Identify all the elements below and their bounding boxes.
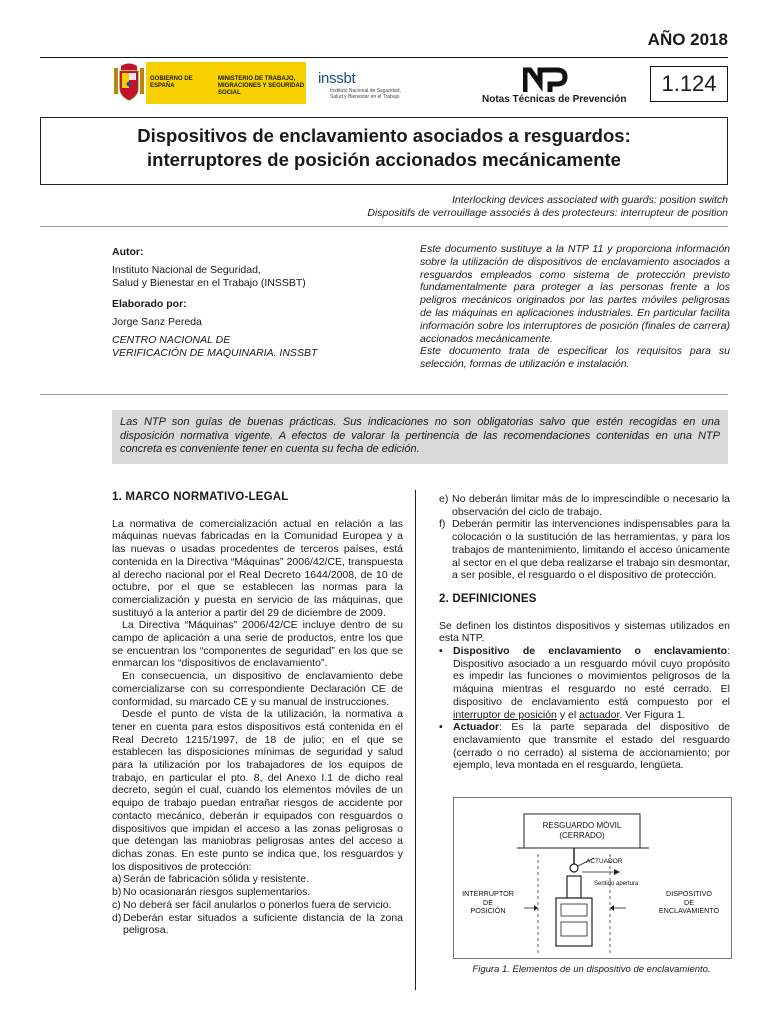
document-title — [40, 124, 728, 172]
column-left — [112, 491, 403, 937]
list-item: a) Serán de fabricación sólida y resistente. — [112, 873, 310, 886]
elaborated-label: Elaborado por: — [112, 298, 187, 310]
government-label: GOBIERNO DE ESPAÑA — [150, 76, 193, 89]
list-item: f) Deberán permitir las intervenciones indispensables para la colocación o la sustitución de las herramientas, y para los trabajos de mantenimiento, limitando el acceso únicamente al sector en el que deba realizarse el trabajo sin desmontar, a ser posible, el resguardo o el dispositivo de protección. — [439, 518, 730, 582]
ntp-number: 1.124 — [650, 66, 728, 102]
coat-of-arms-icon — [112, 62, 146, 104]
inssbt-logo: inssbt — [318, 70, 356, 87]
np-logo — [523, 66, 569, 94]
link-actuador[interactable]: actuador — [579, 708, 620, 721]
author-line-2: Salud y Bienestar en el Trabajo (INSSBT) — [112, 277, 306, 289]
np-logo-text: NP — [523, 66, 525, 67]
section-1-p1: La normativa de comercialización actual en relación a las máquinas nuevas fabricadas en la Comunidad Europea y a las nuevas o usadas procedentes de terceros países, está contenida en la Directiva “Máquinas” 2006/42/CE, transpuesta al derecho nacional por el Real Decreto 1644/2008, de 10 de octubre, por el que se establecen las normas para la comercialización y puesta en servicio de las máquinas, que sustituyó a la anterior a partir del 29 de diciembre de 2009. — [112, 517, 403, 619]
section-1-p4: Desde el punto de vista de la utilización, la normativa a tener en cuenta para estos dispositivos está contenida en el Real Decreto 1215/1997, de 18 de julio; en el que se establecen las disposiciones mínimas de seguridad y salud para la utilización por los trabajadores de los equipos de trabajo, en particular el pto. 8, del Anexo I.1 de dicho real decreto, según el cual, cuando los elementos móviles de un equipo de trabajo puedan entrañar riesgos de accidente por contacto mecánico, deberán ir equipados con resguardos o dispositivos que impidan el acceso a las zonas peligrosas o que detengan las maniobras peligrosas antes del acceso a dichas zonas. En este punto se indica que, los resguardos y los dispositivos de protección: — [112, 708, 403, 873]
column-right — [439, 493, 730, 772]
definition-item: • Actuador: Es la parte separada del dispositivo de enclavamiento que transmite el estado del resguardo (cerrado o no cerrado) al sistema de accionamiento; por ejemplo, leva montada en el resguardo, lengüeta. — [439, 721, 730, 772]
section-1-p3: En consecuencia, un dispositivo de enclavamiento debe comercializarse con su correspondiente Declaración CE de conformidad, su marcado CE y su manual de instrucciones. — [112, 670, 403, 708]
elaborated-org-2: VERIFICACIÓN DE MAQUINARIA. INSSBT — [112, 347, 318, 359]
actuator-label: ACTUADOR — [586, 858, 623, 865]
interlock-device-label: DISPOSITIVO DE ENCLAVAMIENTO — [658, 889, 720, 915]
figure-caption: Figura 1. Elementos de un dispositivo de enclavamiento. — [472, 964, 711, 975]
elaborated-org-1: CENTRO NACIONAL DE — [112, 334, 231, 346]
subtitle-rule — [40, 226, 728, 227]
disclaimer-box: Las NTP son guías de buenas prácticas. Sus indicaciones no son obligatorias salvo que estén recogidas en una disposición normativa vigente. A efectos de valorar la pertinencia de las recomendaciones contenidas en una NTP concreta es conveniente tener en cuenta su fecha de edición. — [112, 410, 728, 464]
inssbt-subtitle: Instituto Nacional de Seguridad, Salud y Bienestar en el Trabajo — [330, 88, 401, 100]
list-item: e) No deberán limitar más de lo imprescindible o necesario la observación del ciclo de trabajo. — [439, 493, 730, 518]
abstract-p1: Este documento sustituye a la NTP 11 y proporciona información sobre la utilización de dispositivos de enclavamiento asociados a resguardos empleados como sistema de protección previsto fundamentalmente para proteger a las personas frente a los peligros mecánicos originados por las partes móviles peligrosas de las máquinas en aplicaciones industriales. En particular facilita información sobre los interruptores de posición (finales de carrera) accionados mecánicamente. — [420, 243, 730, 345]
list-item: b) No ocasionarán riesgos suplementarios. — [112, 886, 311, 899]
subtitle-english: Interlocking devices associated with guards: position switch — [451, 194, 728, 206]
title-line-1: Dispositivos de enclavamiento asociados a resguardos: — [137, 125, 631, 146]
definition-term: Dispositivo de enclavamiento o enclavamiento — [453, 645, 728, 658]
subtitle-french: Dispositifs de verrouillage associés à des protecteurs: interrupteur de position — [367, 207, 728, 219]
definition-item: • Dispositivo de enclavamiento o enclavamiento: Dispositivo asociado a un resguardo móvil cuyo propósito es impedir las funciones o movimientos peligrosos de la máquina mientras el resguardo no esté cerrado. El dispositivo de enclavamiento está compuesto por el interruptor de posición y el actuador. Ver Figura 1. — [439, 645, 730, 721]
abstract-rule — [40, 394, 728, 395]
definition-term: Actuador — [453, 721, 500, 734]
author-label: Autor: — [112, 246, 144, 258]
section-1-heading: 1. MARCO NORMATIVO-LEGAL — [112, 491, 289, 503]
translated-titles — [367, 194, 728, 220]
list-item: d) Deberán estar situados a suficiente distancia de la zona peligrosa. — [112, 911, 403, 937]
year-label: AÑO 2018 — [647, 30, 728, 49]
link-interruptor[interactable]: interruptor de posición — [453, 708, 557, 721]
opening-label: Sentido apertura — [594, 881, 639, 887]
title-line-2: interruptores de posición accionados mecánicamente — [147, 149, 621, 170]
section-2-heading: 2. DEFINICIONES — [439, 592, 537, 605]
list-item: c) No deberá ser fácil anularlos o ponerlos fuera de servicio. — [112, 898, 392, 911]
elaborated-name: Jorge Sanz Pereda — [112, 316, 202, 328]
author-line-1: Instituto Nacional de Seguridad, — [112, 264, 261, 276]
abstract-p2: Este documento trata de especificar los requisitos para su selección, formas de utilización e instalación. — [420, 345, 730, 371]
column-divider — [415, 490, 416, 990]
figure-1 — [453, 797, 732, 959]
section-1-p2: La Directiva “Máquinas” 2006/42/CE incluye dentro de su campo de aplicación a una serie de productos, entre los que se encuentran los “componentes de seguridad” en los que se enmarcan los “dispositivos de enclavamiento”. — [112, 619, 403, 670]
series-label: Notas Técnicas de Prevención — [482, 94, 627, 105]
abstract — [420, 243, 730, 371]
ministry-label: MINISTERIO DE TRABAJO, MIGRACIONES Y SEGURIDAD SOCIAL — [218, 76, 305, 96]
guard-label: RESGUARDO MÓVIL (CERRADO) — [542, 821, 622, 840]
section-2-intro: Se definen los distintos dispositivos y sistemas utilizados en esta NTP. — [439, 619, 730, 645]
switch-label: INTERRUPTOR DE POSICIÓN — [462, 889, 514, 915]
credits — [112, 246, 402, 360]
header-rule — [40, 57, 728, 58]
